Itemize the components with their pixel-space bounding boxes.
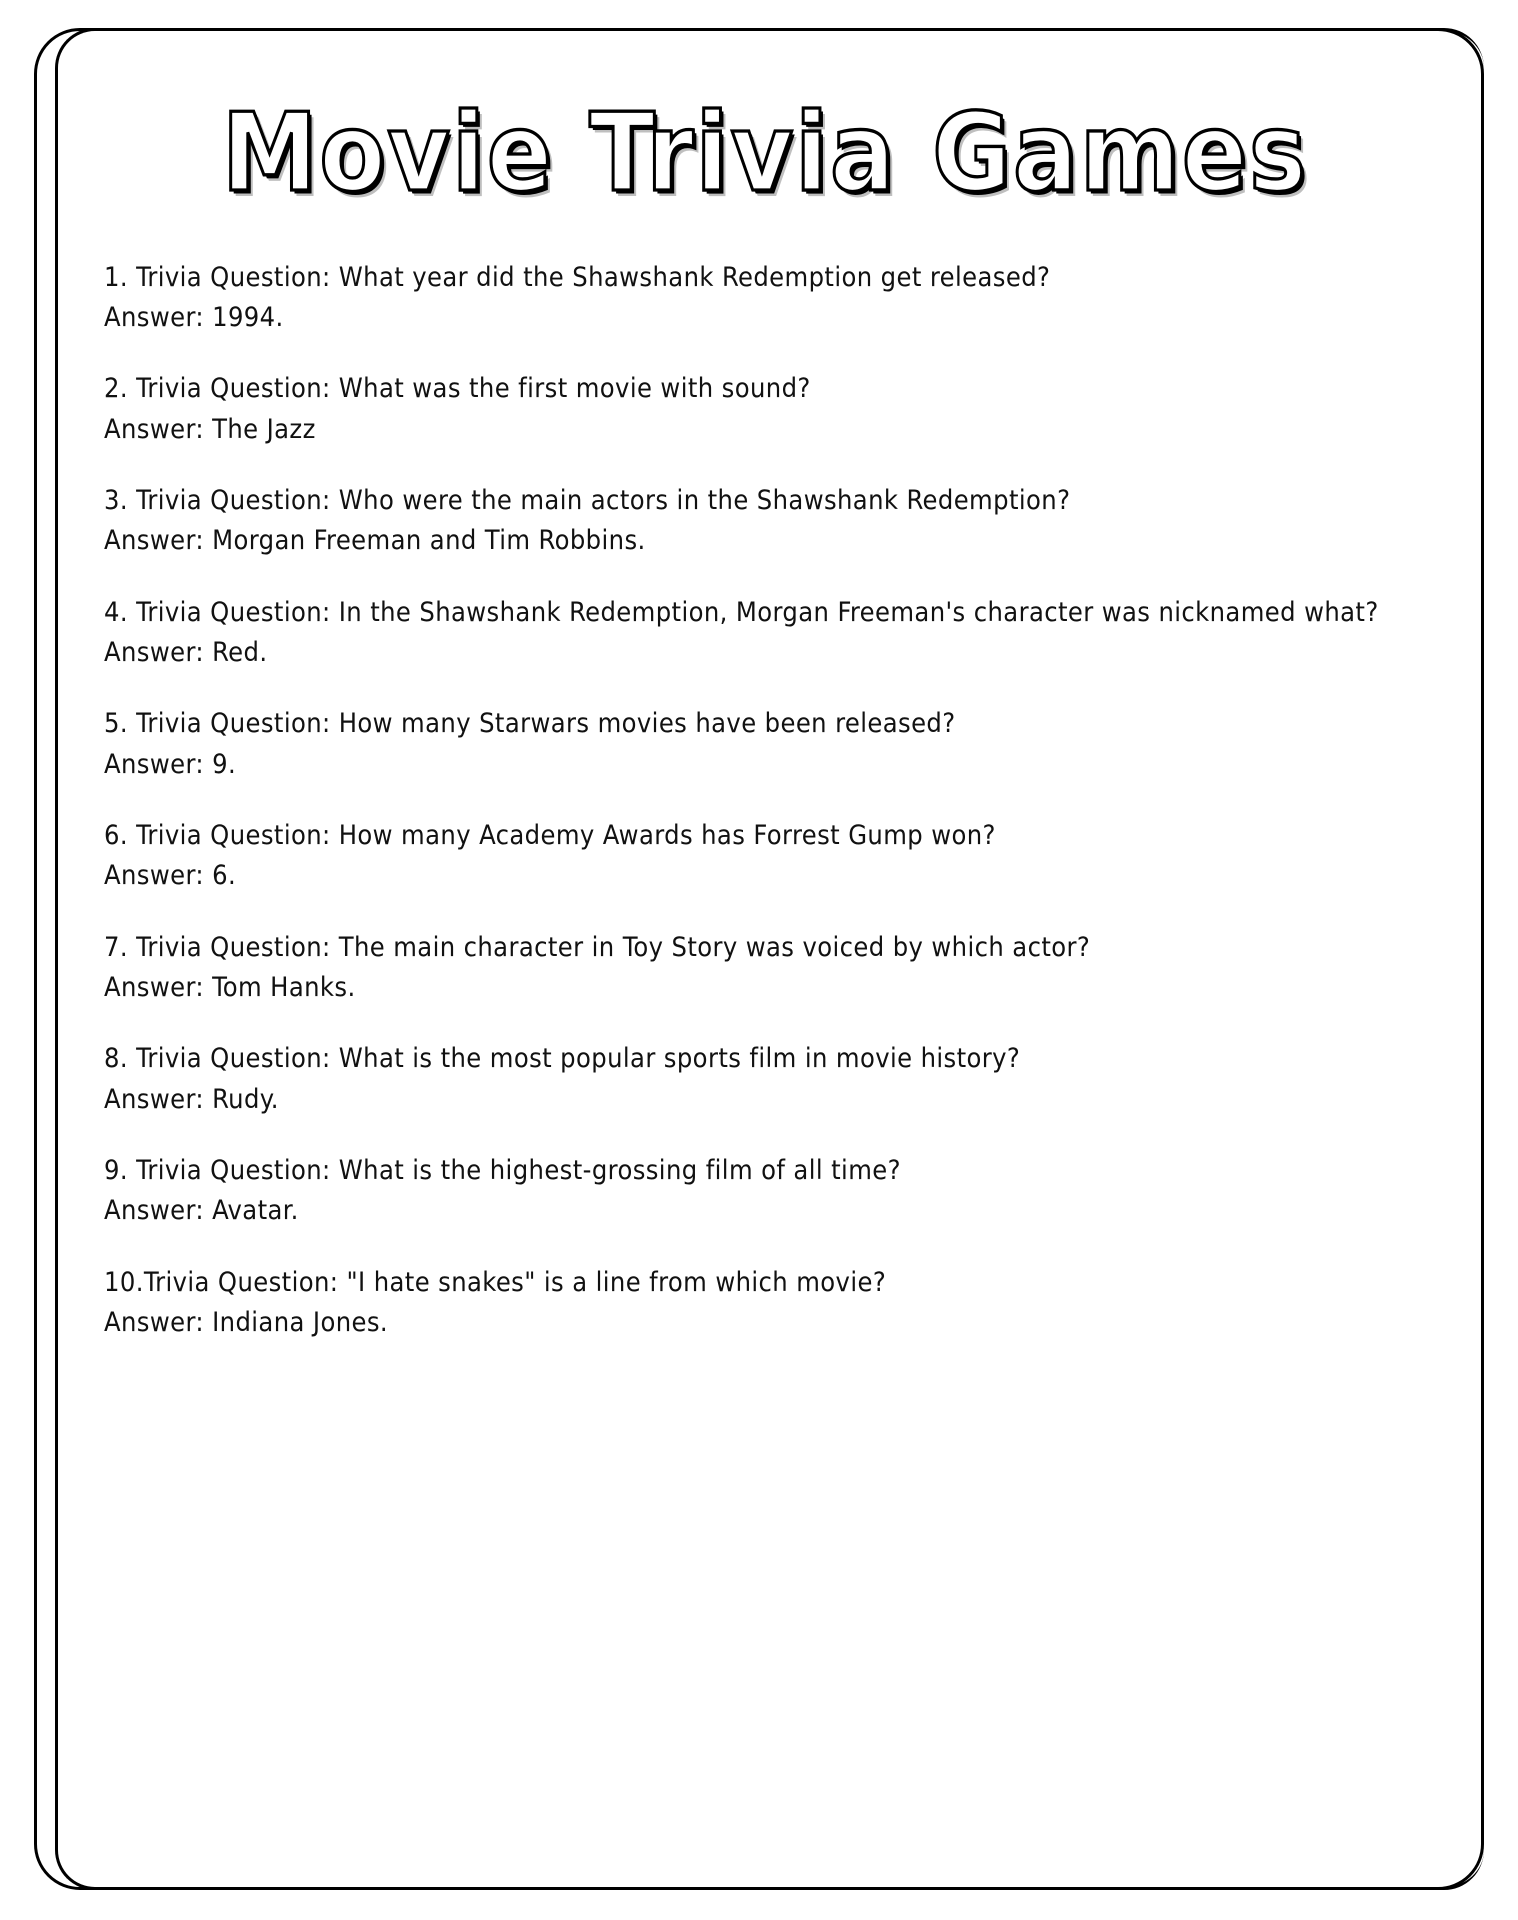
- trivia-answer: Answer: Morgan Freeman and Tim Robbins.: [104, 525, 646, 557]
- trivia-question: 7. Trivia Question: The main character in Toy Story was voiced by which actor?: [104, 931, 1091, 963]
- list-item: [104, 1040, 1420, 1119]
- list-item: [104, 1264, 1420, 1343]
- trivia-question: 10.Trivia Question: "I hate snakes" is a line from which movie?: [104, 1266, 887, 1298]
- trivia-question: 1. Trivia Question: What year did the Shawshank Redemption get released?: [104, 261, 1051, 293]
- trivia-question: 5. Trivia Question: How many Starwars movies have been released?: [104, 708, 956, 740]
- trivia-question: 2. Trivia Question: What was the first movie with sound?: [104, 373, 811, 405]
- trivia-question: 9. Trivia Question: What is the highest-grossing film of all time?: [104, 1154, 901, 1186]
- trivia-answer: Answer: Red.: [104, 636, 268, 668]
- list-item: [104, 817, 1420, 896]
- trivia-answer: Answer: 9.: [104, 748, 237, 780]
- trivia-question: 4. Trivia Question: In the Shawshank Redemption, Morgan Freeman's character was nicknamed what?: [104, 596, 1379, 628]
- list-item: [104, 705, 1420, 784]
- trivia-answer: Answer: 6.: [104, 860, 237, 892]
- trivia-answer: Answer: The Jazz: [104, 413, 316, 445]
- trivia-answer: Answer: 1994.: [104, 301, 284, 333]
- list-item: [104, 370, 1420, 449]
- trivia-answer: Answer: Indiana Jones.: [104, 1306, 389, 1338]
- trivia-question-list: [100, 259, 1420, 1343]
- list-item: [104, 482, 1420, 561]
- list-item: [104, 594, 1420, 673]
- page-title: Movie Trivia Games: [221, 90, 1309, 216]
- list-item: [104, 929, 1420, 1008]
- list-item: [104, 259, 1420, 338]
- page-content: [100, 90, 1420, 1375]
- trivia-answer: Answer: Avatar.: [104, 1195, 299, 1227]
- trivia-question: 8. Trivia Question: What is the most popular sports film in movie history?: [104, 1043, 1021, 1075]
- trivia-question: 6. Trivia Question: How many Academy Awards has Forrest Gump won?: [104, 819, 996, 851]
- list-item: [104, 1152, 1420, 1231]
- trivia-question: 3. Trivia Question: Who were the main actors in the Shawshank Redemption?: [104, 484, 1071, 516]
- trivia-answer: Answer: Rudy.: [104, 1083, 279, 1115]
- trivia-answer: Answer: Tom Hanks.: [104, 971, 356, 1003]
